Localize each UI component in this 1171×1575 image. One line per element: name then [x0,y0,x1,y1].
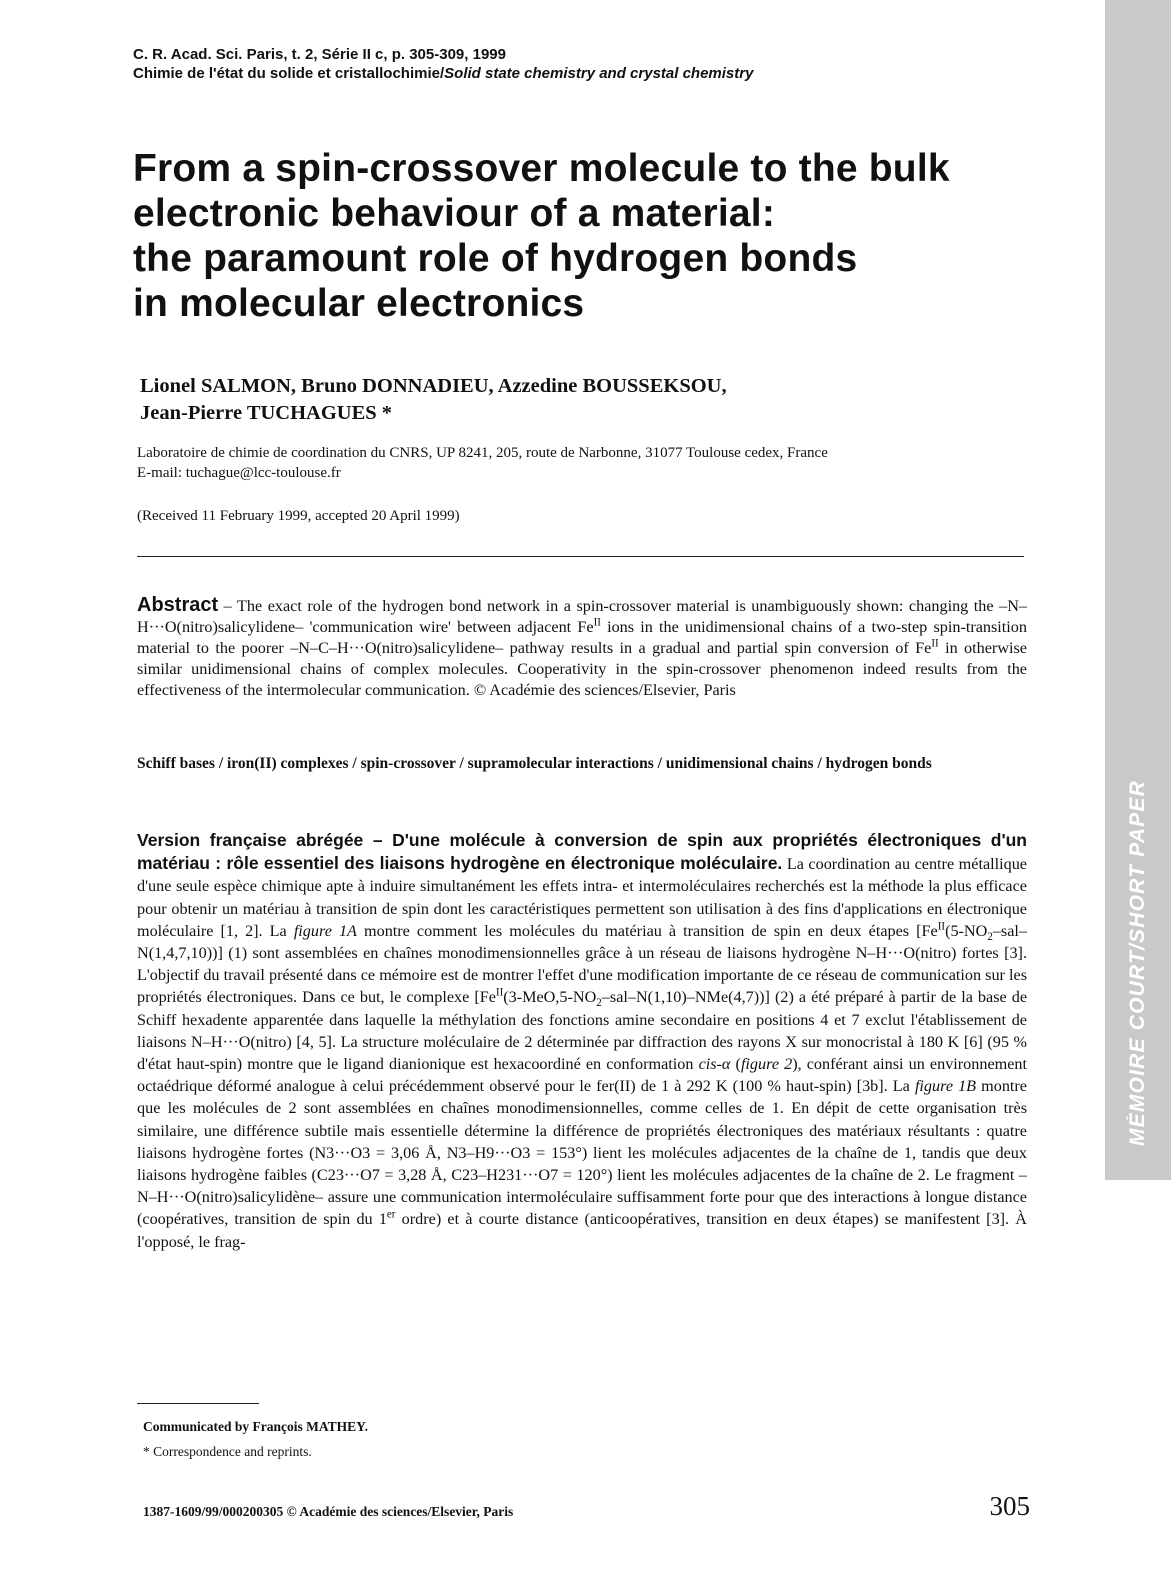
footnote-divider [137,1403,259,1404]
page-number: 305 [989,1491,1030,1521]
journal-citation: C. R. Acad. Sci. Paris, t. 2, Série II c, p. 305-309, 1999 [133,46,506,63]
copyright-line: 1387-1609/99/000200305 © Académie des sciences/Elsevier, Paris [143,1504,514,1519]
affiliation-email: E-mail: tuchague@lcc-toulouse.fr [137,465,341,481]
abstract-label: Abstract [137,594,219,616]
affiliation-address: Laboratoire de chimie de coordination du CNRS, UP 8241, 205, route de Narbonne, 31077 Toulouse cedex, France [137,445,828,461]
received-dates: (Received 11 February 1999, accepted 20 April 1999) [137,508,460,524]
abstract: Abstract – The exact role of the hydrogen bond network in a spin-crossover material is unambiguously shown: changing the –N–H···O(nitro)salicylidene– 'communication wire' between adjacent $Fe^{II}$ ions in the unidimensional chains of a two-step spin-transition material to the poorer –N–C–H···O(nitro)salicylidene– pathway results in a gradual and partial spin conversion of $Fe^{II}$ in otherwise similar unidimensional chains of complex molecules. Cooperativity in the spin-crossover phenomenon indeed results from the effectiveness of the intermolecular communication. © Académie des sciences/Elsevier, Paris [137,594,1027,699]
correspondence-note: * Correspondence and reprints. [143,1444,312,1459]
french-heading: Version française abrégée – D'une molécule à conversion de spin aux propriétés électroniques d'un matériau : rôle essentiel des liaisons hydrogène en électronique moléculaire. [137,830,1027,874]
sidebar-label: MÉMOIRE COURT/SHORT PAPER [1126,779,1149,1146]
french-abridged-version: Version française abrégée – D'une molécule à conversion de spin aux propriétés électroniques d'un matériau : rôle essentiel des liaisons hydrogène en électronique moléculaire. La coordination au centre métallique d'une seule espèce chimique apte à induire simultanément les effets intra- et intermoléculaires recherchés est la méthode la plus efficace pour obtenir un matériau à transition de spin dont les caractéristiques permettent son utilisation à des fins d'applications en électronique moléculaire [1, 2]. La figure 1A montre comment les molécules du matériau à transition de spin en deux étapes $[Fe^{II}(5-NO_2-sal-N(1,4,7,10))]$ (1) sont assemblées en chaînes monodimensionnelles grâce à un réseau de liaisons hydrogène N–H···O(nitro) fortes [3]. L'objectif du travail présenté dans ce mémoire est de montrer l'effet d'une modification importante de ce réseau de communication sur les propriétés électroniques. Dans ce but, le complexe $[Fe^{II}(3-MeO,5-NO_2-sal-N(1,10)-NMe(4,7))]$ (2) a été préparé à partir de la base de Schiff hexadente apparentée dans laquelle la méthylation des fonctions amine secondaire en positions 4 et 7 exclut l'établissement de liaisons N–H···O(nitro) [4, 5]. La structure moléculaire de 2 déterminée par diffraction des rayons X sur monocristal à 180 K [6] (95 % d'état haut-spin) montre que le ligand dianionique est hexacoordiné en conformation cis-α (figure 2), conférant ainsi un environnement octaédrique déformé analogue à celui précédemment observé pour le fer(II) de 1 à 292 K (100 % haut-spin) [3b]. La figure 1B montre que les molécules de 2 sont assemblées en chaînes monodimensionnelles, comme celles de 1. En dépit de cette organisation très similaire, une différence subtile mais essentielle détermine la différence de propriétés électroniques des matériaux résultants : quatre liaisons hydrogène fortes (N3···O3 = 3,06 Å, N3–H9···O3 = 153°) lient les molécules adjacentes de la chaîne de 1, tandis que deux liaisons hydrogène faibles (C23···O7 = 3,28 Å, C23–H231···O7 = 120°) lient les molécules adjacentes de la chaîne de 2. Le fragment –N–H···O(nitro)salicylidène– assure une communication intermoléculaire suffisamment forte pour que des interactions à longue distance (coopératives, transition de spin du 1er ordre) et à courte distance (anticoopératives, transition en deux étapes) se manifestent [3]. À l'opposé, le frag- [137,830,1028,1251]
journal-section: Chimie de l'état du solide et cristallochimie/Solid state chemistry and crystal chemistry [133,65,754,82]
figure-2-ref: figure 2 [740,1055,793,1074]
affiliation [137,443,997,483]
keywords: Schiff bases / iron(II) complexes / spin-crossover / supramolecular interactions / unidimensional chains / hydrogen bonds [137,755,932,772]
journal-header [133,45,953,83]
author-list: Lionel SALMON, Bruno DONNADIEU, Azzedine BOUSSEKSOU, Jean-Pierre TUCHAGUES * [140,375,727,424]
figure-1a-ref: figure 1A [293,921,357,940]
article-title: From a spin-crossover molecule to the bulk electronic behaviour of a material: the paramount role of hydrogen bonds in molecular electronics [133,147,950,325]
header-divider [137,556,1024,557]
communicated-by: Communicated by François MATHEY. [143,1419,369,1434]
figure-1b-ref: figure 1B [914,1077,977,1096]
